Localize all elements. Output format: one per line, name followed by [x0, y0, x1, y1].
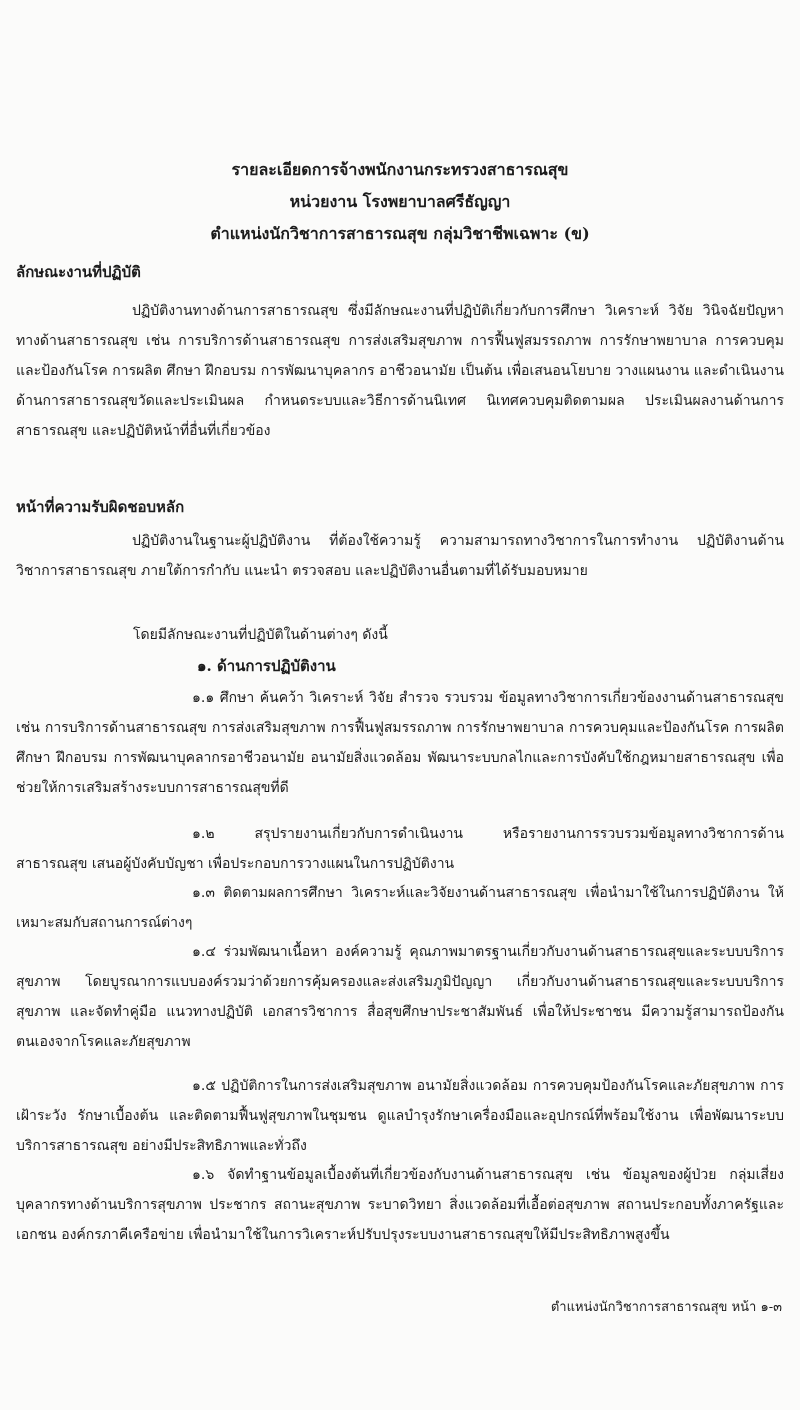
item-1-1: ๑.๑ ศึกษา ค้นคว้า วิเคราะห์ วิจัย สำรวจ รวบรวม ข้อมูลทางวิชาการเกี่ยวข้องงานด้านสาธารณสุข เช่น การบริการด้านสาธารณสุข การส่งเสริมสุขภาพ การฟื้นฟูสมรรถภาพ การรักษาพยาบาล การควบคุมและป้องกันโรค การผลิต ศึกษา ฝึกอบรม การพัฒนาบุคลากรอาชีวอนามัย อนามัยสิ่งแวดล้อม พัฒนาระบบกลไกและการบังคับใช้กฎหมายสาธารณสุข เพื่อช่วยให้การเสริมสร้างระบบการสาธารณสุขที่ดี: [16, 690, 784, 796]
job-nature-text: ปฏิบัติงานทางด้านการสาธารณสุข ซึ่งมีลักษณะงานที่ปฏิบัติเกี่ยวกับการศึกษา วิเคราะห์ วิจัย วินิจฉัยปัญหาทางด้านสาธารณสุข เช่น การบริการด้านสาธารณสุข การส่งเสริมสุขภาพ การฟื้นฟูสมรรถภาพ การรักษาพยาบาล การควบคุมและป้องกันโรค การผลิต ศึกษา ฝึกอบรม การพัฒนาบุคลากร อาชีวอนามัย เป็นต้น เพื่อเสนอนโยบาย วางแผนงาน และดำเนินงานด้านการสาธารณสุขวัดและประเมินผล กำหนดระบบและวิธีการด้านนิเทศ นิเทศควบคุมติดตามผล ประเมินผลงานด้านการสาธารณสุข และปฏิบัติหน้าที่อื่นที่เกี่ยวข้อง: [16, 303, 784, 439]
main-duties-text: ปฏิบัติงานในฐานะผู้ปฏิบัติงาน ที่ต้องใช้ความรู้ ความสามารถทางวิชาการในการทำงาน ปฏิบัติงานด้านวิชาการสาธารณสุข ภายใต้การกำกับ แนะนำ ตรวจสอบ และปฏิบัติงานอื่นตามที่ได้รับมอบหมาย: [16, 533, 784, 579]
job-nature-heading: ลักษณะงานที่ปฏิบัติ: [16, 263, 141, 281]
agency-title: หน่วยงาน โรงพยาบาลศรีธัญญา: [289, 192, 511, 211]
item-1-3: ๑.๓ ติดตามผลการศึกษา วิเคราะห์และวิจัยงานด้านสาธารณสุข เพื่อนำมาใช้ในการปฏิบัติงาน ให้เหมาะสมกับสถานการณ์ต่างๆ: [16, 885, 784, 931]
item-1-2: ๑.๒ สรุปรายงานเกี่ยวกับการดำเนินงาน หรือรายงานการรวบรวมข้อมูลทางวิชาการด้านสาธารณสุข เสนอผู้บังคับบัญชา เพื่อประกอบการวางแผนในการปฏิบัติงาน: [16, 826, 784, 872]
main-duties-heading: หน้าที่ความรับผิดชอบหลัก: [16, 498, 185, 516]
duties-intro: โดยมีลักษณะงานที่ปฏิบัติในด้านต่างๆ ดังนี้: [133, 627, 388, 643]
section-1-heading: ๑. ด้านการปฏิบัติงาน: [197, 657, 336, 675]
position-title: ตำแหน่งนักวิชาการสาธารณสุข กลุ่มวิชาชีพเฉพาะ (ข): [210, 224, 590, 243]
item-1-5: ๑.๕ ปฏิบัติการในการส่งเสริมสุขภาพ อนามัยสิ่งแวดล้อม การควบคุมป้องกันโรคและภัยสุขภาพ การเฝ้าระวัง รักษาเบื้องต้น และติดตามฟื้นฟูสุขภาพในชุมชน ดูแลบำรุงรักษาเครื่องมือและอุปกรณ์ที่พร้อมใช้งาน เพื่อพัฒนาระบบบริการสาธารณสุข อย่างมีประสิทธิภาพและทั่วถึง: [16, 1078, 784, 1154]
item-1-6: ๑.๖ จัดทำฐานข้อมูลเบื้องต้นที่เกี่ยวข้องกับงานด้านสาธารณสุข เช่น ข้อมูลของผู้ป่วย กลุ่มเสี่ยง บุคลากรทางด้านบริการสุขภาพ ประชากร สถานะสุขภาพ ระบาดวิทยา สิ่งแวดล้อมที่เอื้อต่อสุขภาพ สถานประกอบทั้งภาครัฐและเอกชน องค์กรภาคีเครือข่าย เพื่อนำมาใช้ในการวิเคราะห์ปรับปรุงระบบงานสาธารณสุขให้มีประสิทธิภาพสูงขึ้น: [16, 1167, 784, 1243]
page-footer: ตำแหน่งนักวิชาการสาธารณสุข หน้า ๑-๓: [550, 1300, 782, 1315]
document-title: รายละเอียดการจ้างพนักงานกระทรวงสาธารณสุข: [231, 160, 569, 179]
item-1-4: ๑.๔ ร่วมพัฒนาเนื้อหา องค์ความรู้ คุณภาพมาตรฐานเกี่ยวกับงานด้านสาธารณสุขและระบบบริการสุขภาพ โดยบูรณาการแบบองค์รวมว่าด้วยการคุ้มครองและส่งเสริมภูมิปัญญา เกี่ยวกับงานด้านสาธารณสุขและระบบบริการสุขภาพ และจัดทำคู่มือ แนวทางปฏิบัติ เอกสารวิชาการ สื่อสุขศึกษาประชาสัมพันธ์ เพื่อให้ประชาชน มีความรู้สามารถป้องกันตนเองจากโรคและภัยสุขภาพ: [16, 944, 784, 1050]
